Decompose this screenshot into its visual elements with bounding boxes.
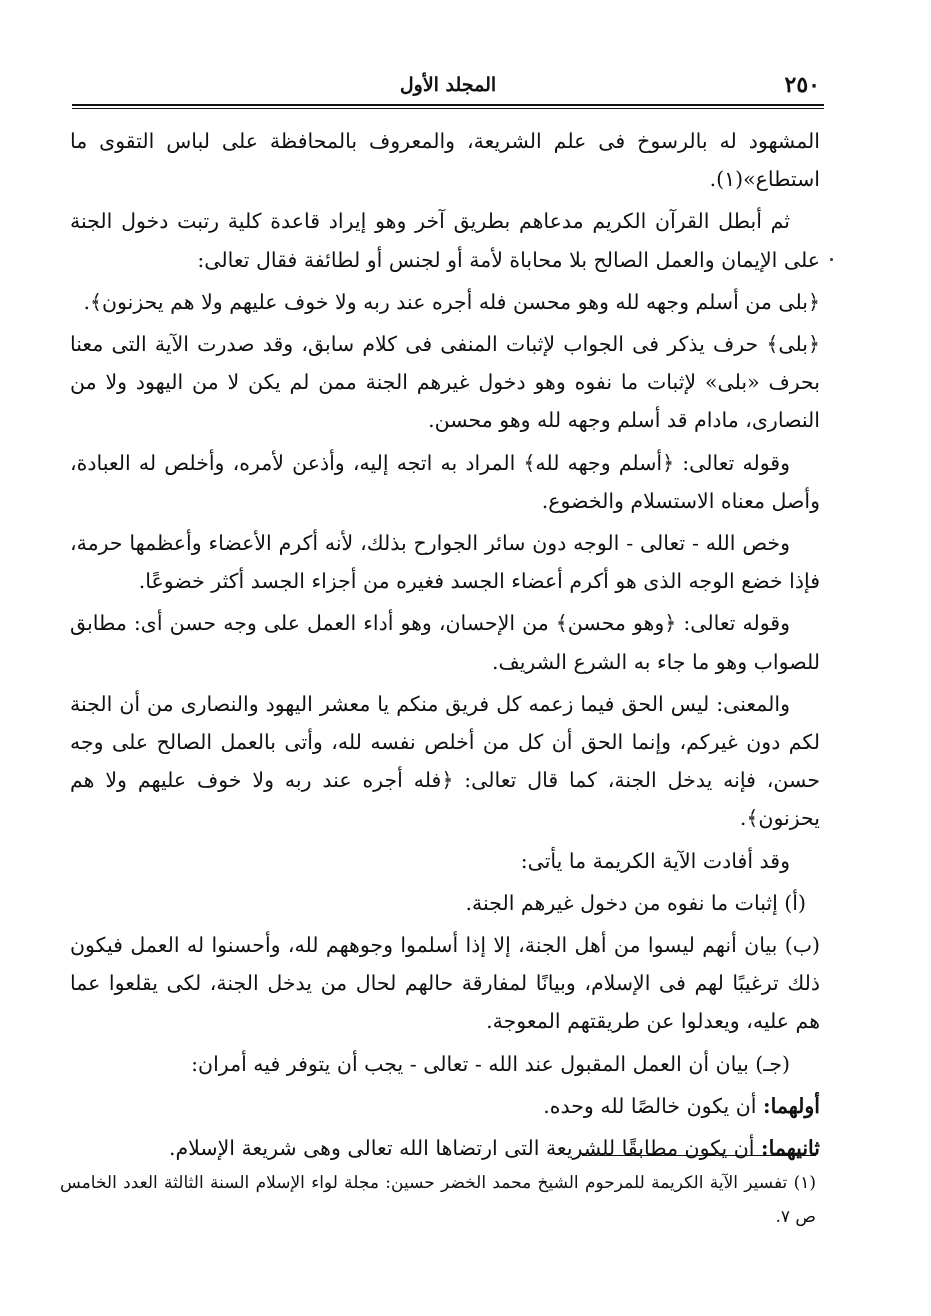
running-head: المجلد الأول: [399, 74, 497, 96]
paragraph-1: المشهود له بالرسوخ فى علم الشريعة، والمعروف بالمحافظة على لباس التقوى ما استطاع»(١).: [70, 129, 820, 192]
condition-second-label: ثانيهما:: [761, 1136, 820, 1161]
paragraph-2: ثم أبطل القرآن الكريم مدعاهم بطريق آخر وهو إيراد قاعدة كلية رتبت دخول الجنة على الإيمان والعمل الصالح بلا محاباة لأمة أو لجنس أو لطائفة فقال تعالى:: [70, 209, 820, 272]
footnote: [60, 1166, 816, 1234]
lesson-b: (ب) بيان أنهم ليسوا من أهل الجنة، إلا إذا أسلموا وجوههم لله، وأحسنوا له العمل فيكون ذلك ترغيبًا لهم فى الإسلام، وبيانًا لمفارقة حالهم لحال من يدخل الجنة، لكى يقلعوا عما هم عليه، ويعدلوا عن طريقتهم المعوجة.: [70, 933, 820, 1034]
header-rule-thin: [72, 108, 824, 109]
quran-verse: ﴿بلى من أسلم وجهه لله وهو محسن فله أجره عند ربه ولا خوف عليهم ولا هم يحزنون﴾.: [83, 289, 820, 314]
scan-speck: [830, 258, 833, 261]
paragraph-lessons-intro: وقد أفادت الآية الكريمة ما يأتى:: [520, 848, 790, 873]
footnote-rule: [582, 1155, 816, 1156]
page-number: ٢٥٠: [784, 72, 820, 98]
condition-first-text: أن يكون خالصًا لله وحده.: [543, 1093, 764, 1118]
header-rule: [72, 104, 824, 106]
paragraph-meaning: والمعنى: ليس الحق فيما زعمه كل فريق منكم يا معشر اليهود والنصارى من أن الجنة لكم دون غيركم، وإنما الحق أن كل من أخلص نفسه لله، وأتى بالعمل الصالح على وجه حسن، فإنه يدخل الجنة، كما قال تعالى: ﴿فله أجره عند ربه ولا خوف عليهم ولا هم يحزنون﴾.: [70, 691, 820, 831]
paragraph-muhsin: وقوله تعالى: ﴿وهو محسن﴾ من الإحسان، وهو أداء العمل على وجه حسن أى: مطابق للصواب وهو ما جاء به الشرع الشريف.: [70, 611, 820, 674]
paragraph-aslama: وقوله تعالى: ﴿أسلم وجهه لله﴾ المراد به اتجه إليه، وأذعن لأمره، وأخلص له العبادة، وأصل معناه الاستسلام والخضوع.: [70, 450, 820, 513]
page-header: [76, 70, 820, 100]
condition-second: [70, 1129, 820, 1167]
paragraph-bala: ﴿بلى﴾ حرف يذكر فى الجواب لإثبات المنفى فى كلام سابق، وقد صدرت الآية التى معنا بحرف «بلى» لإثبات ما نفوه وهو دخول غيرهم الجنة ممن لم يكن لا من اليهود ولا من النصارى، مادام قد أسلم وجهه لله وهو محسن.: [70, 332, 820, 433]
condition-first-label: أولهما:: [763, 1093, 820, 1118]
body-text: [70, 122, 820, 1171]
footnote-1: (١) تفسير الآية الكريمة للمرحوم الشيخ محمد الخضر حسين: مجلة لواء الإسلام السنة الثالثة العدد الخامس ص ٧.: [60, 1173, 816, 1227]
condition-first: [70, 1087, 820, 1125]
condition-second-text: أن يكون مطابقًا للشريعة التى ارتضاها الله تعالى وهى شريعة الإسلام.: [168, 1136, 762, 1161]
lesson-c: (جـ) بيان أن العمل المقبول عند الله - تعالى - يجب أن يتوفر فيه أمران:: [191, 1051, 790, 1076]
paragraph-wajh: وخص الله - تعالى - الوجه دون سائر الجوارح بذلك، لأنه أكرم الأعضاء وأعظمها حرمة، فإذا خضع الوجه الذى هو أكرم أعضاء الجسد فغيره من أجزاء الجسد أكثر خضوعًا.: [70, 531, 820, 594]
lesson-a: (أ) إثبات ما نفوه من دخول غيرهم الجنة.: [465, 890, 806, 915]
